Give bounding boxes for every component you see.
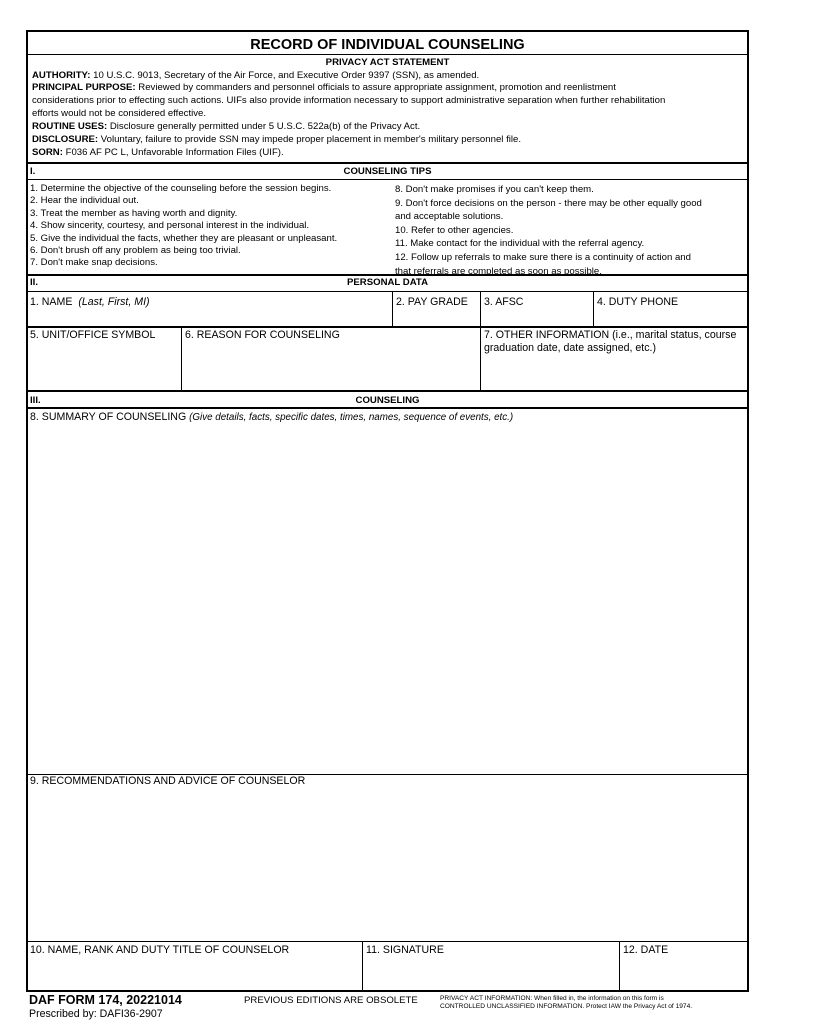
counseling-heading: COUNSELING <box>355 395 420 406</box>
purpose-line1: Reviewed by commanders and personnel officials to assure appropriate assignment, promotion and reenlistment <box>138 82 616 93</box>
unit-office-field[interactable] <box>30 329 180 389</box>
routine-text: Disclosure generally permitted under 5 U.S.C. 522a(b) of the Privacy Act. <box>109 121 421 132</box>
other-info-field[interactable] <box>484 329 746 389</box>
duty-phone-field[interactable] <box>597 296 745 326</box>
form-title: RECORD OF INDIVIDUAL COUNSELING <box>250 37 525 53</box>
section-1-numeral: I. <box>30 166 36 177</box>
divider <box>28 291 747 292</box>
divider <box>619 941 620 990</box>
tip-item: 10. Refer to other agencies. <box>395 224 514 236</box>
section-2-numeral: II. <box>30 277 38 288</box>
counselor-name-field[interactable] <box>30 944 360 988</box>
divider <box>480 327 481 390</box>
sorn-label: SORN: <box>32 147 63 158</box>
sorn-text: F036 AF PC L, Unfavorable Information Files (UIF). <box>65 147 284 158</box>
authority-label: AUTHORITY: <box>32 70 91 81</box>
privacy-notice-line: CONTROLLED UNCLASSIFIED INFORMATION. Protect IAW the Privacy Act of 1974. <box>440 1003 693 1011</box>
recommendations-label: 9. RECOMMENDATIONS AND ADVICE OF COUNSELOR <box>30 775 306 787</box>
privacy-routine-uses <box>32 121 746 133</box>
unit-label: 5. UNIT/OFFICE SYMBOL <box>30 329 156 341</box>
summary-field[interactable] <box>30 411 744 771</box>
divider <box>362 941 363 990</box>
counseling-form <box>26 30 749 992</box>
divider <box>28 941 747 942</box>
signature-label: 11. SIGNATURE <box>366 944 444 956</box>
section-divider <box>28 390 747 392</box>
tip-item: that referrals are completed as soon as possible. <box>395 265 602 277</box>
purpose-line2: considerations prior to effecting such actions. UIFs also provide information necessary to support administrative separation when further rehabilitation <box>32 95 666 106</box>
tip-item: 1. Determine the objective of the counseling before the session begins. <box>30 183 332 194</box>
section-divider <box>28 274 747 276</box>
summary-label: 8. SUMMARY OF COUNSELING <box>30 411 187 423</box>
tip-item: 4. Show sincerity, courtesy, and personal interest in the individual. <box>30 220 310 232</box>
purpose-label: PRINCIPAL PURPOSE: <box>32 82 136 93</box>
section-divider <box>28 162 747 164</box>
privacy-disclosure <box>32 134 746 146</box>
other-info-label: 7. OTHER INFORMATION (i.e., marital status, course <box>484 329 737 341</box>
disclosure-label: DISCLOSURE: <box>32 134 99 145</box>
name-field[interactable] <box>30 296 390 326</box>
routine-label: ROUTINE USES: <box>32 121 108 132</box>
section-3-numeral: III. <box>30 395 41 406</box>
duty-phone-label: 4. DUTY PHONE <box>597 296 679 308</box>
name-hint: (Last, First, MI) <box>78 296 150 308</box>
tip-item: 11. Make contact for the individual with the referral agency. <box>395 238 645 250</box>
other-info-label-cont: graduation date, date assigned, etc.) <box>484 342 656 354</box>
afsc-label: 3. AFSC <box>484 296 524 308</box>
divider <box>28 54 747 55</box>
prescribed-by: Prescribed by: DAFI36-2907 <box>29 1008 163 1020</box>
personal-data-heading: PERSONAL DATA <box>346 277 429 288</box>
afsc-field[interactable] <box>484 296 592 326</box>
privacy-notice <box>440 995 810 1012</box>
tip-item: 5. Give the individual the facts, whether they are pleasant or unpleasant. <box>30 232 338 244</box>
summary-hint: (Give details, facts, specific dates, times, names, sequence of events, etc.) <box>189 412 514 423</box>
date-label: 12. DATE <box>623 944 669 956</box>
tip-item: 6. Don't brush off any problem as being too trivial. <box>30 245 241 257</box>
date-field[interactable] <box>623 944 745 988</box>
purpose-line3: efforts would not be considered effective. <box>32 108 207 119</box>
disclosure-text: Voluntary, failure to provide SSN may impede proper placement in member's military personnel file. <box>100 134 522 145</box>
pay-grade-label: 2. PAY GRADE <box>396 296 468 308</box>
reason-field[interactable] <box>185 329 479 389</box>
divider <box>392 291 393 327</box>
counselor-name-label: 10. NAME, RANK AND DUTY TITLE OF COUNSELOR <box>30 944 290 956</box>
tips-right-column <box>395 183 745 278</box>
name-label: 1. NAME <box>30 296 73 308</box>
privacy-notice-line: PRIVACY ACT INFORMATION: When filled in, the information on this form is <box>440 995 664 1002</box>
pay-grade-field[interactable] <box>396 296 480 326</box>
tip-item: 7. Don't make snap decisions. <box>30 257 158 269</box>
tips-left-column <box>30 183 390 270</box>
divider <box>28 407 747 409</box>
form-number: DAF FORM 174, 20221014 <box>29 993 182 1007</box>
tip-item: and acceptable solutions. <box>395 211 504 223</box>
tip-item: 8. Don't make promises if you can't keep them. <box>395 184 594 195</box>
privacy-sorn <box>32 147 746 159</box>
divider <box>28 326 747 328</box>
tip-item: 2. Hear the individual out. <box>30 195 139 207</box>
counseling-tips-heading: COUNSELING TIPS <box>343 166 432 177</box>
privacy-authority <box>32 70 746 82</box>
authority-text: 10 U.S.C. 9013, Secretary of the Air Force, and Executive Order 9397 (SSN), as amended. <box>93 70 480 81</box>
divider <box>181 327 182 390</box>
divider <box>28 179 747 180</box>
divider <box>593 291 594 327</box>
tip-item: 3. Treat the member as having worth and dignity. <box>30 207 238 219</box>
editions-notice: PREVIOUS EDITIONS ARE OBSOLETE <box>244 995 418 1006</box>
recommendations-field[interactable] <box>30 775 744 937</box>
privacy-act-heading: PRIVACY ACT STATEMENT <box>325 57 450 68</box>
tip-item: 9. Don't force decisions on the person - there may be other equally good <box>395 197 702 209</box>
tip-item: 12. Follow up referrals to make sure there is a continuity of action and <box>395 251 691 263</box>
signature-field[interactable] <box>366 944 618 988</box>
divider <box>480 291 481 327</box>
privacy-purpose <box>32 82 746 94</box>
reason-label: 6. REASON FOR COUNSELING <box>185 329 340 341</box>
